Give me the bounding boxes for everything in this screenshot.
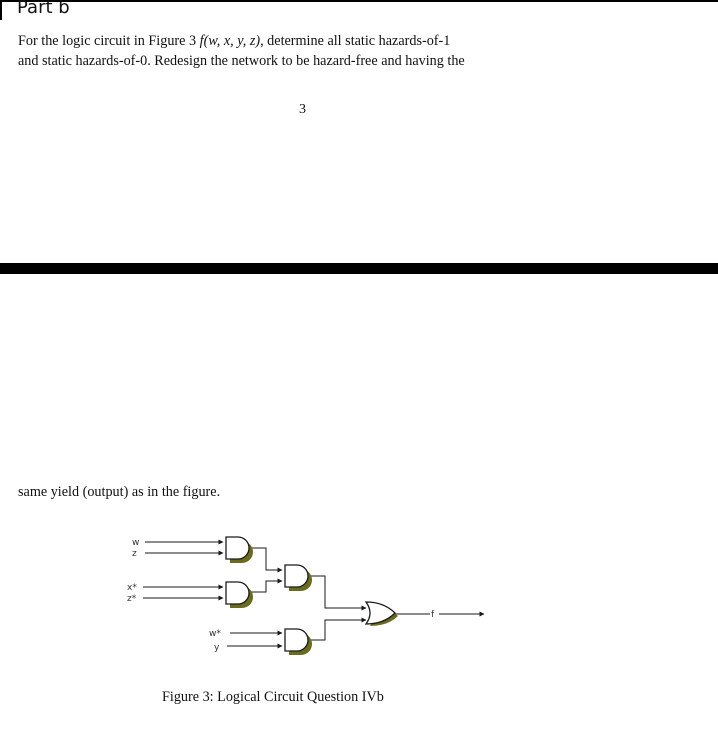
page-number: 3 bbox=[299, 102, 306, 117]
or-gate bbox=[366, 602, 398, 626]
paragraph-text-a: For the logic circuit in Figure 3 bbox=[18, 33, 200, 49]
wire-g4-or bbox=[307, 620, 366, 640]
input-label-w-star: w* bbox=[209, 629, 221, 639]
paragraph-continued: same yield (output) as in the figure. bbox=[18, 484, 221, 500]
paragraph-line-2: and static hazards-of-0. Redesign the network to be hazard-free and having the bbox=[18, 53, 465, 69]
and-gate-3 bbox=[285, 565, 312, 591]
function-name: f(w, x, y, z) bbox=[199, 33, 261, 49]
and-gate-1 bbox=[226, 537, 253, 563]
input-label-w: w bbox=[132, 538, 140, 548]
input-label-x-star: x* bbox=[127, 583, 137, 593]
input-label-y: y bbox=[214, 643, 220, 653]
figure-caption: Figure 3: Logical Circuit Question IVb bbox=[162, 689, 384, 705]
wire-g1-g3 bbox=[248, 548, 282, 570]
wire-g3-or bbox=[307, 576, 366, 608]
wire-g2-g3 bbox=[248, 581, 282, 592]
output-label-f: f bbox=[431, 610, 435, 620]
and-gate-4 bbox=[285, 629, 312, 655]
input-label-z: z bbox=[132, 549, 137, 559]
paragraph-text-b: , determine all static hazards-of-1 bbox=[260, 33, 451, 49]
input-label-z-star: z* bbox=[127, 594, 137, 604]
and-gate-2 bbox=[226, 582, 253, 608]
section-heading: Part b bbox=[17, 0, 70, 18]
